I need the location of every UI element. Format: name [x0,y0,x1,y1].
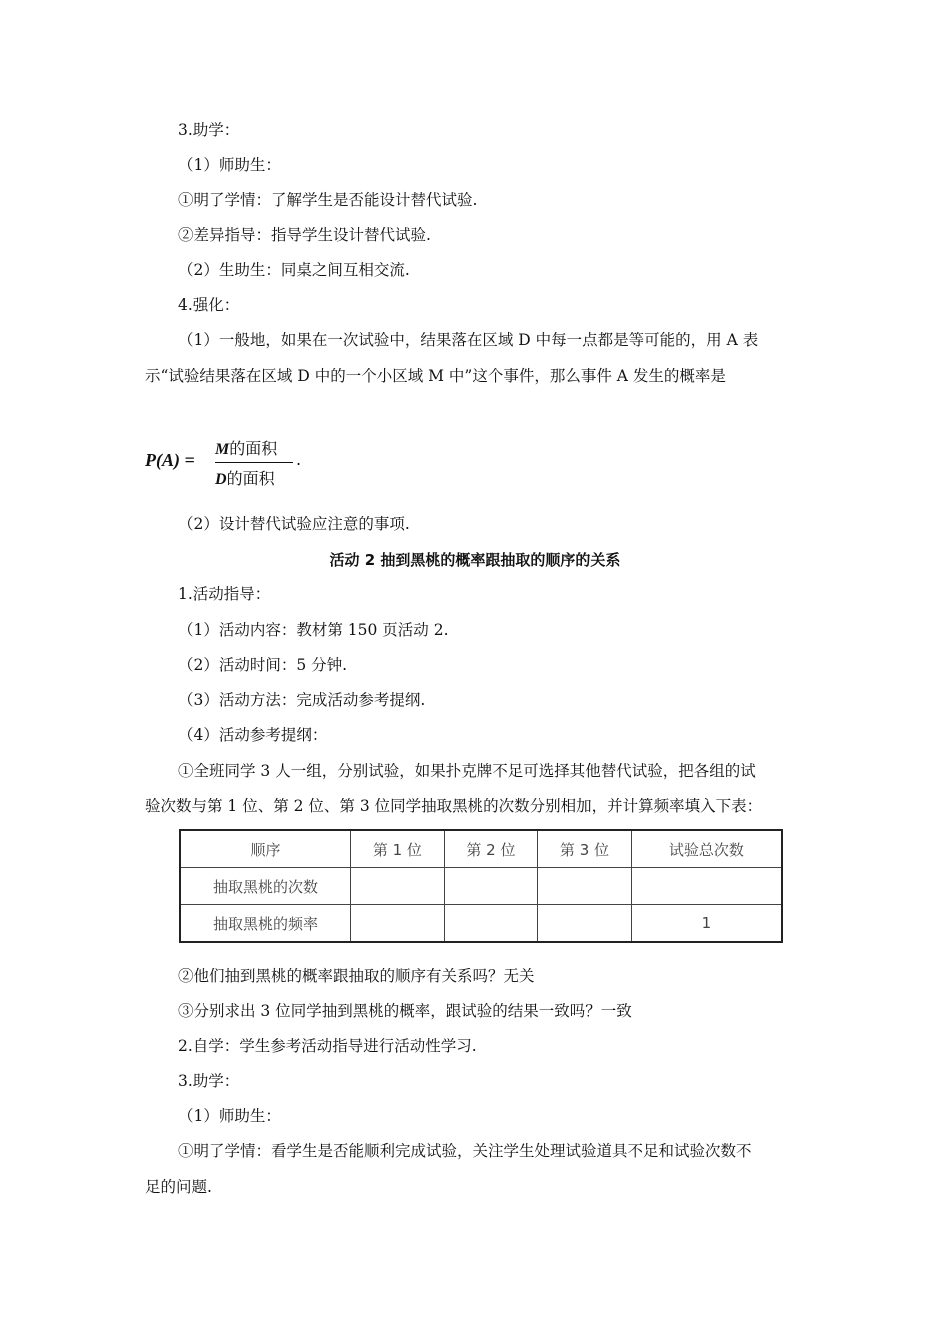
formula-period: . [296,450,302,469]
section-heading: 活动 2 抽到黑桃的概率跟抽取的顺序的关系 [329,551,621,569]
text-line: 验次数与第 1 位、第 2 位、第 3 位同学抽取黑桃的次数分别相加，并计算频率填入下表： [145,797,763,815]
text-line: 3.助学： [178,1072,240,1090]
text-line: （3）活动方法：完成活动参考提纲. [178,691,426,709]
text-line: （2）生助生：同桌之间互相交流. [178,261,410,279]
table-cell: 抽取黑桃的次数 [180,868,351,905]
formula-denominator: D的面积 [215,469,275,488]
table-header-cell: 顺序 [180,830,351,868]
table-cell [631,868,782,905]
table-cell [351,868,445,905]
table-row [180,905,782,943]
text-line: ③分别求出 3 位同学抽到黑桃的概率，跟试验的结果一致吗？一致 [178,1002,632,1020]
formula-lhs: P(A) = [145,450,195,470]
fraction-bar [215,462,293,463]
table-header-cell: 第 1 位 [351,830,445,868]
text-line: （2）设计替代试验应注意的事项. [178,515,410,533]
table-cell [444,905,538,943]
text-line: ①全班同学 3 人一组，分别试验，如果扑克牌不足可选择其他替代试验，把各组的试 [178,762,756,780]
text-line: ①明了学情：看学生是否能顺利完成试验，关注学生处理试验道具不足和试验次数不 [178,1142,752,1160]
table-cell [444,868,538,905]
formula-numerator: M的面积 [215,439,278,458]
text-line: （1）师助生： [178,1107,281,1125]
probability-formula [145,436,325,492]
text-line: 1.活动指导： [178,585,271,603]
text-line: （1）一般地，如果在一次试验中，结果落在区域 D 中每一点都是等可能的，用 A 表 [178,331,759,349]
table-cell: 1 [631,905,782,943]
text-line: 示“试验结果落在区域 D 中的一个小区域 M 中”这个事件，那么事件 A 发生的概率是 [145,367,726,385]
text-line: （2）活动时间：5 分钟. [178,656,348,674]
text-line: （1）师助生： [178,156,281,174]
table-cell [351,905,445,943]
text-line: 2.自学：学生参考活动指导进行活动性学习. [178,1037,477,1055]
table-cell: 抽取黑桃的频率 [180,905,351,943]
table-header-row [180,830,782,868]
text-line: ②他们抽到黑桃的概率跟抽取的顺序有关系吗？无关 [178,967,535,985]
table-cell [538,905,632,943]
table-header-cell: 试验总次数 [631,830,782,868]
table-row [180,868,782,905]
text-line: ②差异指导：指导学生设计替代试验. [178,226,431,244]
table-cell [538,868,632,905]
text-line: （1）活动内容：教材第 150 页活动 2. [178,621,449,639]
text-line: （4）活动参考提纲： [178,726,328,744]
text-line: ①明了学情：了解学生是否能设计替代试验. [178,191,478,209]
results-table [179,829,783,943]
text-line: 足的问题. [145,1178,212,1196]
table-header-cell: 第 2 位 [444,830,538,868]
table-header-cell: 第 3 位 [538,830,632,868]
text-line: 4.强化： [178,296,240,314]
text-line: 3.助学： [178,121,240,139]
